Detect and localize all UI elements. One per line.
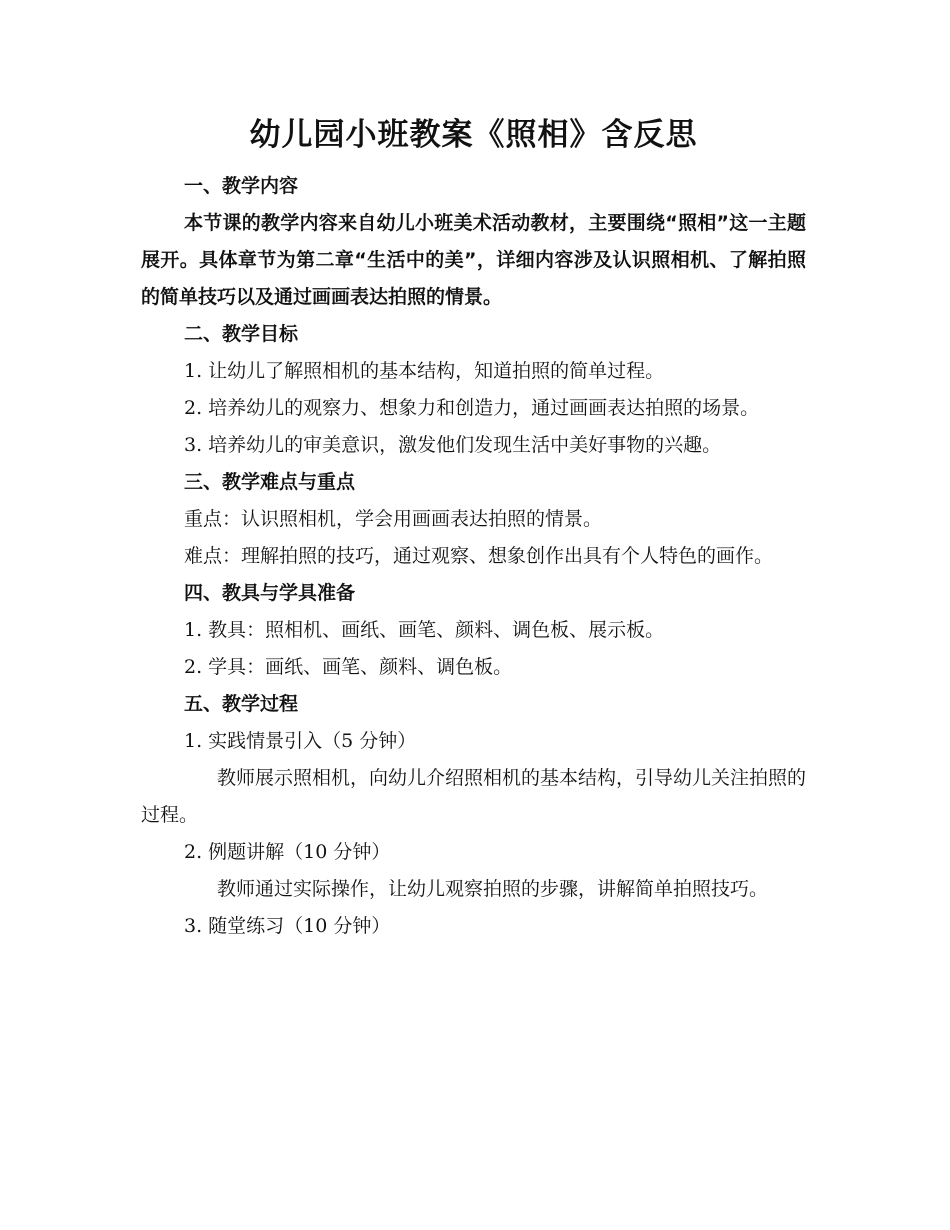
difficulty-text: 难点：理解拍照的技巧，通过观察、想象创作出具有个人特色的画作。 [184,545,774,567]
process-step-2-description: 教师通过实际操作，让幼儿观察拍照的步骤，讲解简单拍照技巧。 [217,878,769,900]
teaching-goal-item-2: 2. 培养幼儿的观察力、想象力和创造力，通过画画表达拍照的场景。 [184,397,760,419]
materials-item-1: 1. 教具：照相机、画纸、画笔、颜料、调色板、展示板。 [184,619,665,641]
document-title: 幼儿园小班教案《照相》含反思 [249,117,698,153]
materials-item-2: 2. 学具：画纸、画笔、颜料、调色板。 [184,656,513,678]
section-heading-materials: 四、教具与学具准备 [184,582,356,604]
teaching-goal-item-3: 3. 培养幼儿的审美意识，激发他们发现生活中美好事物的兴趣。 [184,434,722,456]
key-point-text: 重点：认识照相机，学会用画画表达拍照的情景。 [184,508,603,530]
section-heading-key-points: 三、教学难点与重点 [184,471,356,493]
process-step-3: 3. 随堂练习（10 分钟） [184,915,391,937]
process-step-2: 2. 例题讲解（10 分钟） [184,841,391,863]
teaching-content-paragraph: 本节课的教学内容来自幼儿小班美术活动教材，主要围绕“照相”这一主题展开。具体章节为第二章“生活中的美”，详细内容涉及认识照相机、了解拍照的简单技巧以及通过画画表达拍照的情景。 [141,212,806,308]
document-body [141,110,806,945]
process-step-1-description: 教师展示照相机，向幼儿介绍照相机的基本结构，引导幼儿关注拍照的过程。 [141,767,807,826]
section-heading-teaching-goals: 二、教学目标 [184,323,299,345]
section-heading-teaching-process: 五、教学过程 [184,693,299,715]
section-heading-teaching-content: 一、教学内容 [184,175,299,197]
teaching-goal-item-1: 1. 让幼儿了解照相机的基本结构，知道拍照的简单过程。 [184,360,665,382]
process-step-1: 1. 实践情景引入（5 分钟） [184,730,417,752]
